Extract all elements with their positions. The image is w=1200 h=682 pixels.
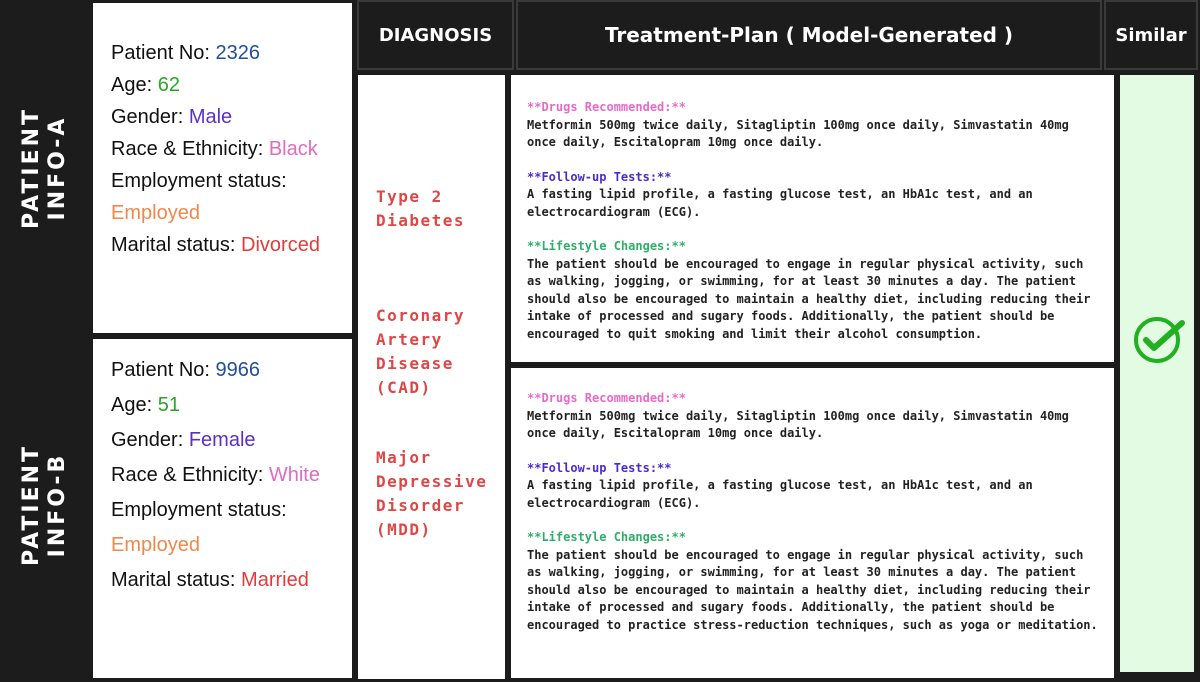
- drugs-title: **Drugs Recommended:**: [527, 391, 686, 405]
- age-label: Age:: [111, 74, 158, 96]
- patient-b-employment-label: Employment status:: [111, 499, 287, 521]
- patient-no-value: 2326: [215, 42, 261, 64]
- patient-a-gender-row: [111, 101, 352, 133]
- marital-value: Married: [241, 569, 309, 591]
- gender-label: Gender:: [111, 429, 189, 451]
- patient-b-number-row: [111, 353, 352, 388]
- race-label: Race & Ethnicity:: [111, 138, 269, 160]
- patient-b-age-row: [111, 388, 352, 423]
- lifestyle-title: **Lifestyle Changes:**: [527, 239, 686, 253]
- similar-header: [1104, 0, 1198, 70]
- lifestyle-section: [527, 238, 1104, 343]
- side-label-b-line2: INFO-B: [45, 452, 70, 558]
- tests-section: [527, 169, 1104, 222]
- drugs-section: [527, 99, 1104, 152]
- treatment-plan-b: [508, 365, 1117, 681]
- diagnosis-line: Type 2: [376, 187, 443, 206]
- patient-no-label: Patient No:: [111, 42, 216, 64]
- side-label-a-line1: PATIENT: [19, 106, 44, 229]
- drugs-section: [527, 390, 1104, 443]
- marital-label: Marital status:: [111, 234, 242, 256]
- diagnosis-line: Coronary: [376, 306, 466, 325]
- race-value: Black: [268, 138, 318, 160]
- check-circle-icon: [1132, 313, 1186, 367]
- race-value: White: [268, 464, 320, 486]
- tests-section: [527, 460, 1104, 513]
- treatment-plan-a: [508, 72, 1117, 365]
- lifestyle-title: **Lifestyle Changes:**: [527, 530, 686, 544]
- tests-title: **Follow-up Tests:**: [527, 169, 672, 184]
- side-label-b-line1: PATIENT: [19, 443, 44, 567]
- drugs-body: Metformin 500mg twice daily, Sitagliptin 100mg once daily, Simvastatin 40mg once daily, Escitalopram 10mg once daily.: [527, 408, 1069, 440]
- drugs-body: Metformin 500mg twice daily, Sitagliptin 100mg once daily, Simvastatin 40mg once daily, Escitalopram 10mg once daily.: [527, 117, 1069, 149]
- diagnosis-line: Major: [376, 448, 432, 467]
- age-label: Age:: [111, 394, 158, 416]
- age-value: 51: [157, 394, 180, 416]
- diagnosis-item: [376, 446, 487, 542]
- treatment-plan-header-label: Treatment-Plan ( Model-Generated ): [604, 23, 1014, 47]
- patient-b-card: [90, 336, 355, 681]
- diagnosis-line: Depressive: [376, 472, 488, 491]
- diagnosis-line: Artery: [376, 330, 443, 349]
- similar-header-label: Similar: [1115, 24, 1187, 46]
- diagnosis-line: (MDD): [376, 520, 432, 539]
- patient-b-race-row: [111, 458, 352, 493]
- diagnosis-line: Disorder: [376, 496, 466, 515]
- lifestyle-body: The patient should be encouraged to engage in regular physical activity, such as walking, jogging, or swimming, for at least 30 minutes a day. The patient should also be encouraged to maintain a healthy diet, including reducing their intake of processed and sugary foods. Additionally, the patient should be encouraged to quit smoking and limit their alcohol consumption.: [527, 256, 1091, 341]
- marital-label: Marital status:: [111, 569, 242, 591]
- patient-info-a-label: [0, 0, 90, 335]
- treatment-plan-header: [516, 0, 1102, 70]
- diagnosis-line: Disease: [376, 354, 454, 373]
- patient-no-value: 9966: [215, 359, 261, 381]
- diagnosis-header-label: DIAGNOSIS: [378, 24, 493, 46]
- tests-title: **Follow-up Tests:**: [527, 460, 672, 475]
- tests-body: A fasting lipid profile, a fasting glucose test, an HbA1c test, and an electrocardiogram (ECG).: [527, 187, 1033, 219]
- patient-a-employment-value: Employed: [111, 202, 200, 224]
- diagnosis-item: [376, 304, 465, 400]
- drugs-title: **Drugs Recommended:**: [527, 100, 686, 114]
- gender-value: Female: [188, 429, 256, 451]
- patient-a-marital-row: [111, 229, 352, 261]
- diagnosis-line: Diabetes: [376, 211, 466, 230]
- patient-a-employment-label: Employment status:: [111, 170, 287, 192]
- lifestyle-section: [527, 529, 1104, 634]
- marital-value: Divorced: [241, 234, 320, 256]
- lifestyle-body: The patient should be encouraged to engage in regular physical activity, such as walking, jogging, or swimming, for at least 30 minutes a day. The patient should also be encouraged to maintain a healthy diet, including reducing their intake of processed and sugary foods. Additionally, the patient should be encouraged to practice stress-reduction techniques, such as yoga or meditation.: [527, 547, 1098, 632]
- patient-a-number-row: [111, 37, 352, 69]
- patient-a-card: [90, 0, 355, 336]
- patient-a-race-row: [111, 133, 352, 165]
- diagnosis-header: [357, 0, 514, 70]
- side-label-a-line2: INFO-A: [45, 115, 70, 220]
- tests-body: A fasting lipid profile, a fasting glucose test, an HbA1c test, and an electrocardiogram (ECG).: [527, 478, 1033, 510]
- age-value: 62: [157, 74, 180, 96]
- race-label: Race & Ethnicity:: [111, 464, 269, 486]
- similar-panel: [1117, 72, 1197, 675]
- gender-label: Gender:: [111, 106, 189, 128]
- patient-b-employment-value: Employed: [111, 534, 200, 556]
- diagnosis-item: [376, 185, 465, 233]
- diagnosis-panel: [355, 72, 508, 682]
- patient-a-age-row: [111, 69, 352, 101]
- patient-b-marital-row: [111, 563, 352, 598]
- patient-b-gender-row: [111, 423, 352, 458]
- diagnosis-line: (CAD): [376, 378, 432, 397]
- gender-value: Male: [188, 106, 233, 128]
- patient-info-b-label: [0, 335, 90, 675]
- patient-no-label: Patient No:: [111, 359, 216, 381]
